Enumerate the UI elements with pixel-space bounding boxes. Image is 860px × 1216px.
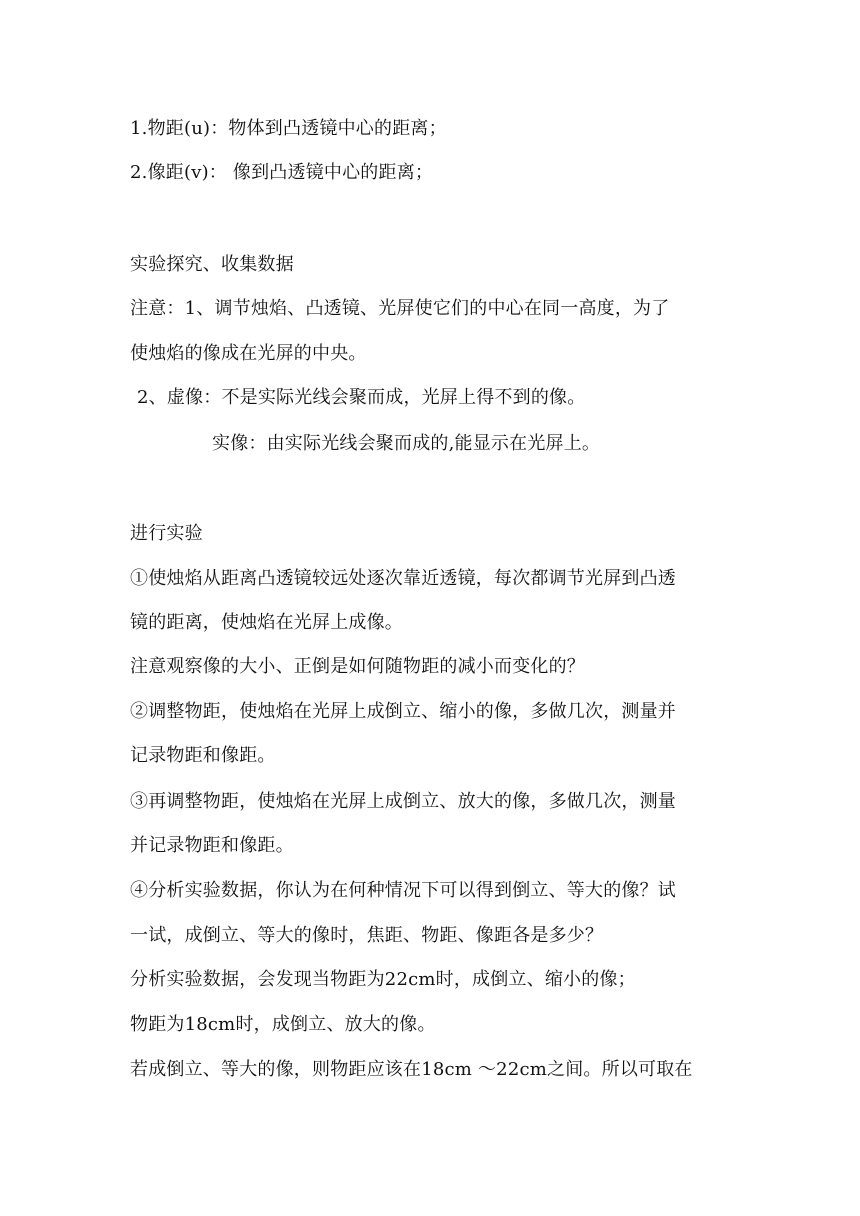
- procedure-step-4-line-2: 一试，成倒立、等大的像时，焦距、物距、像距各是多少？: [130, 925, 604, 946]
- section-heading-procedure: 进行实验: [130, 523, 203, 544]
- definition-object-distance: 1.物距(u)：物体到凸透镜中心的距离；: [130, 118, 447, 139]
- procedure-step-3-line-2: 并记录物距和像距。: [130, 835, 294, 856]
- procedure-step-1-line-1: ①使烛焰从距离凸透镜较远处逐次靠近透镜，每次都调节光屏到凸透: [130, 568, 676, 589]
- definition-image-distance: 2.像距(v)： 像到凸透镜中心的距离；: [130, 162, 434, 183]
- procedure-step-2-line-1: ②调整物距，使烛焰在光屏上成倒立、缩小的像，多做几次，测量并: [130, 701, 676, 722]
- note-line-1: 注意：1、调节烛焰、凸透镜、光屏使它们的中心在同一高度，为了: [130, 298, 670, 319]
- analysis-line-1: 分析实验数据，会发现当物距为22cm时，成倒立、缩小的像；: [130, 969, 636, 990]
- procedure-step-2-line-2: 记录物距和像距。: [130, 745, 276, 766]
- observation-note: 注意观察像的大小、正倒是如何随物距的减小而变化的？: [130, 656, 585, 677]
- real-image-note: 实像：由实际光线会聚而成的,能显示在光屏上。: [212, 433, 601, 454]
- section-heading-experiment: 实验探究、收集数据: [130, 254, 294, 275]
- analysis-line-2: 物距为18cm时，成倒立、放大的像。: [130, 1014, 436, 1035]
- virtual-image-note: 2、虚像：不是实际光线会聚而成，光屏上得不到的像。: [137, 387, 586, 408]
- procedure-step-1-line-2: 镜的距离，使烛焰在光屏上成像。: [130, 612, 403, 633]
- procedure-step-3-line-1: ③再调整物距，使烛焰在光屏上成倒立、放大的像，多做几次，测量: [130, 791, 676, 812]
- procedure-step-4-line-1: ④分析实验数据，你认为在何种情况下可以得到倒立、等大的像？试: [130, 880, 676, 901]
- analysis-line-3: 若成倒立、等大的像，则物距应该在18cm ～22cm之间。所以可取在: [130, 1059, 693, 1080]
- note-line-2: 使烛焰的像成在光屏的中央。: [130, 343, 367, 364]
